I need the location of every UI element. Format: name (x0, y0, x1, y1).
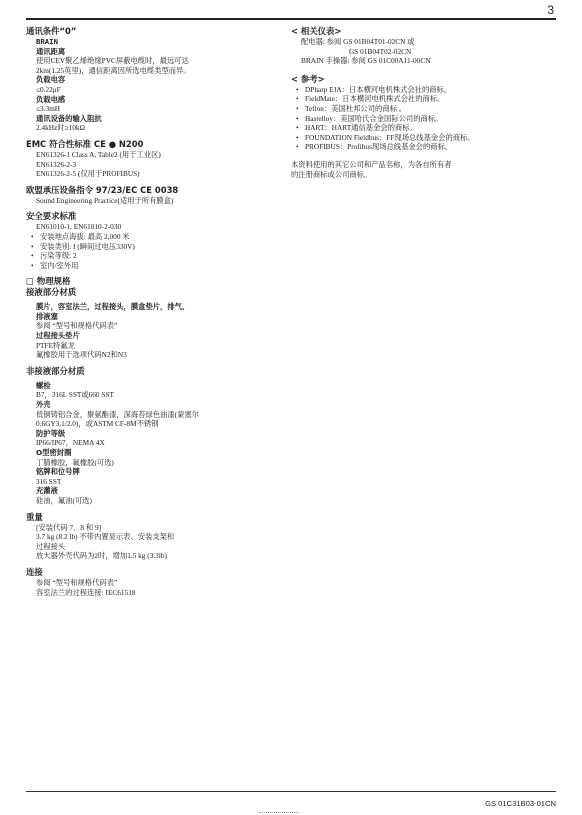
emc-1: EN61326-1 Class A, Table2 (用于工业区) (36, 149, 161, 159)
bolt-title: 螺栓 (36, 380, 51, 390)
ref-item: • Hastelloy：美国哈氏合金国际公司的商标。 (291, 114, 566, 124)
emc-3: EN61326-2-5 (仅用于PROFIBUS) (36, 169, 140, 179)
prot-title: 防护等级 (36, 428, 66, 438)
bolt-value: B7，316L SST或660 SST (36, 390, 114, 400)
emc-heading (26, 139, 276, 150)
dist-text-1: 使用CEV聚乙烯绝缘PVC屏蔽电缆时，最远可达 (36, 56, 189, 66)
related-title: < 相关仪表> (291, 26, 342, 36)
conn-title: 连接 (26, 566, 43, 577)
weight-1: [安装代码 7、8 和 9] (36, 522, 102, 532)
emc-marks: CE ● N200 (93, 138, 144, 149)
wetted-title: 接液部分材质 (26, 287, 77, 298)
oring-title: O型密封圈 (36, 448, 72, 457)
weight-2: 3.7 kg (8.2 lb) 不带内置显示表、安装支架和 (36, 532, 175, 542)
top-rule (26, 18, 556, 20)
ped-heading (26, 185, 276, 196)
ped-mark: CE 0038 (140, 184, 179, 195)
safety-item: • 安装地点海拔: 最高 2,000 米 (26, 232, 276, 242)
conn-1: 参阅 “型号和规格代码表” (36, 577, 118, 587)
document-number: GS 01C31B03-01CN (485, 799, 556, 808)
ind-value: ≤3.3mH (36, 104, 61, 114)
housing-1: 低铜铸铝合金，聚氨酯漆，深海苔绿色油漆(蒙塞尔 (36, 409, 199, 419)
brain-label: BRAIN (36, 37, 58, 46)
imp-value: 2.4kHz时≥10kΩ (36, 123, 85, 133)
dist-text-2: 2km(1.25英里)，通信距离因所选电缆类型而异。 (36, 65, 191, 75)
plate-title: 铭牌和位号牌 (36, 467, 80, 477)
ped-title: 欧盟承压设备指令 97/23/EC (26, 184, 138, 195)
trademark-note-2: 的注册商标或公司商标。 (291, 169, 372, 179)
safety-item: • 安装类别: I (瞬间过电压330V) (26, 242, 276, 252)
safety-item: • 污染等级: 2 (26, 251, 276, 261)
cap-value: ≤0.22μF (36, 84, 61, 94)
housing-2: 0.6GY3.1/2.0)，或ASTM CF-8M不锈钢 (36, 419, 159, 429)
safety-std: EN61010-1, EN61010-2-030 (36, 222, 122, 232)
comm-title: 通讯条件“0” (26, 26, 77, 36)
ref-item: • HART：HART通信基金会的商标。 (291, 123, 566, 133)
housing-title: 外壳 (36, 400, 51, 410)
weight-title: 重量 (26, 511, 43, 522)
right-column (291, 26, 566, 179)
ref-item: • FOUNDATION Fieldbus：FF现场总线基金会的商标。 (291, 133, 566, 143)
weight-3: 过程接头 (36, 541, 66, 551)
wetted-sub-1b: 排液塞 (36, 311, 58, 321)
conn-2: 容室法兰的过程连接: IEC61518 (36, 587, 136, 597)
related-1: 配电器: 参阅 GS 01B04T01-02CN 或 (301, 37, 415, 46)
emc-title: EMC 符合性标准 (26, 138, 91, 149)
page-number: 3 (547, 3, 554, 17)
ped-text: Sound Engineering Practice(适用于所有膜盒) (36, 195, 174, 205)
nonwet-title: 非接液部分材质 (26, 365, 85, 376)
phys-title: □ 物理规格 (26, 276, 71, 287)
ref-item: • Teflon：美国杜邦公司的商标 。 (291, 104, 566, 114)
footer-center-mark (259, 812, 299, 813)
wetted-ref: 参阅 “型号和规格代码表” (36, 321, 118, 331)
gasket-title: 过程接头垫片 (36, 331, 80, 341)
wetted-sub-1: 膜片，容室法兰，过程接头，膜盒垫片，排气、 (36, 302, 190, 312)
safety-title: 安全要求标准 (26, 211, 77, 222)
safety-item: • 室内/室外用 (26, 261, 276, 271)
gasket-2: 氟橡胶用于选项代码N2和N3 (36, 350, 127, 360)
plate-value: 316 SST (36, 476, 62, 486)
related-3: BRAIN 手操器: 参阅 GS 01C00A11-00CN (301, 56, 431, 66)
imp-title: 通讯设备的输入阻抗 (36, 113, 102, 123)
trademark-note-1: 本资料使用的其它公司和产品名称，为各自所有者 (291, 159, 452, 169)
fill-title: 充灌液 (36, 486, 58, 496)
oring-value: 丁腈橡胶，氟橡胶(可选) (36, 457, 114, 467)
weight-4: 放大器外壳代码为2时，增加1.5 kg (3.3lb) (36, 551, 167, 561)
ref-title: < 参考> (291, 73, 325, 84)
prot-value: IP66/IP67，NEMA 4X (36, 438, 105, 448)
bottom-rule (26, 791, 556, 792)
fill-value: 硅油，氟油(可选) (36, 495, 92, 505)
ref-item: • FieldMate：日本横河电机株式会社的商标。 (291, 94, 566, 104)
left-column (26, 26, 276, 597)
cap-title: 负载电容 (36, 75, 66, 85)
dist-title: 通讯距离 (36, 46, 66, 56)
ref-item: • PROFIBUS：Profibus现场总线基金会的商标。 (291, 142, 566, 152)
ref-item: • DPharp EJA：日本横河电机株式会社的商标。 (291, 85, 566, 95)
ind-title: 负载电感 (36, 94, 66, 104)
gasket-1: PTFE特氟龙 (36, 340, 75, 350)
related-2: GS 01B04T02-02CN (349, 46, 412, 56)
emc-2: EN61326-2-3 (36, 159, 77, 169)
